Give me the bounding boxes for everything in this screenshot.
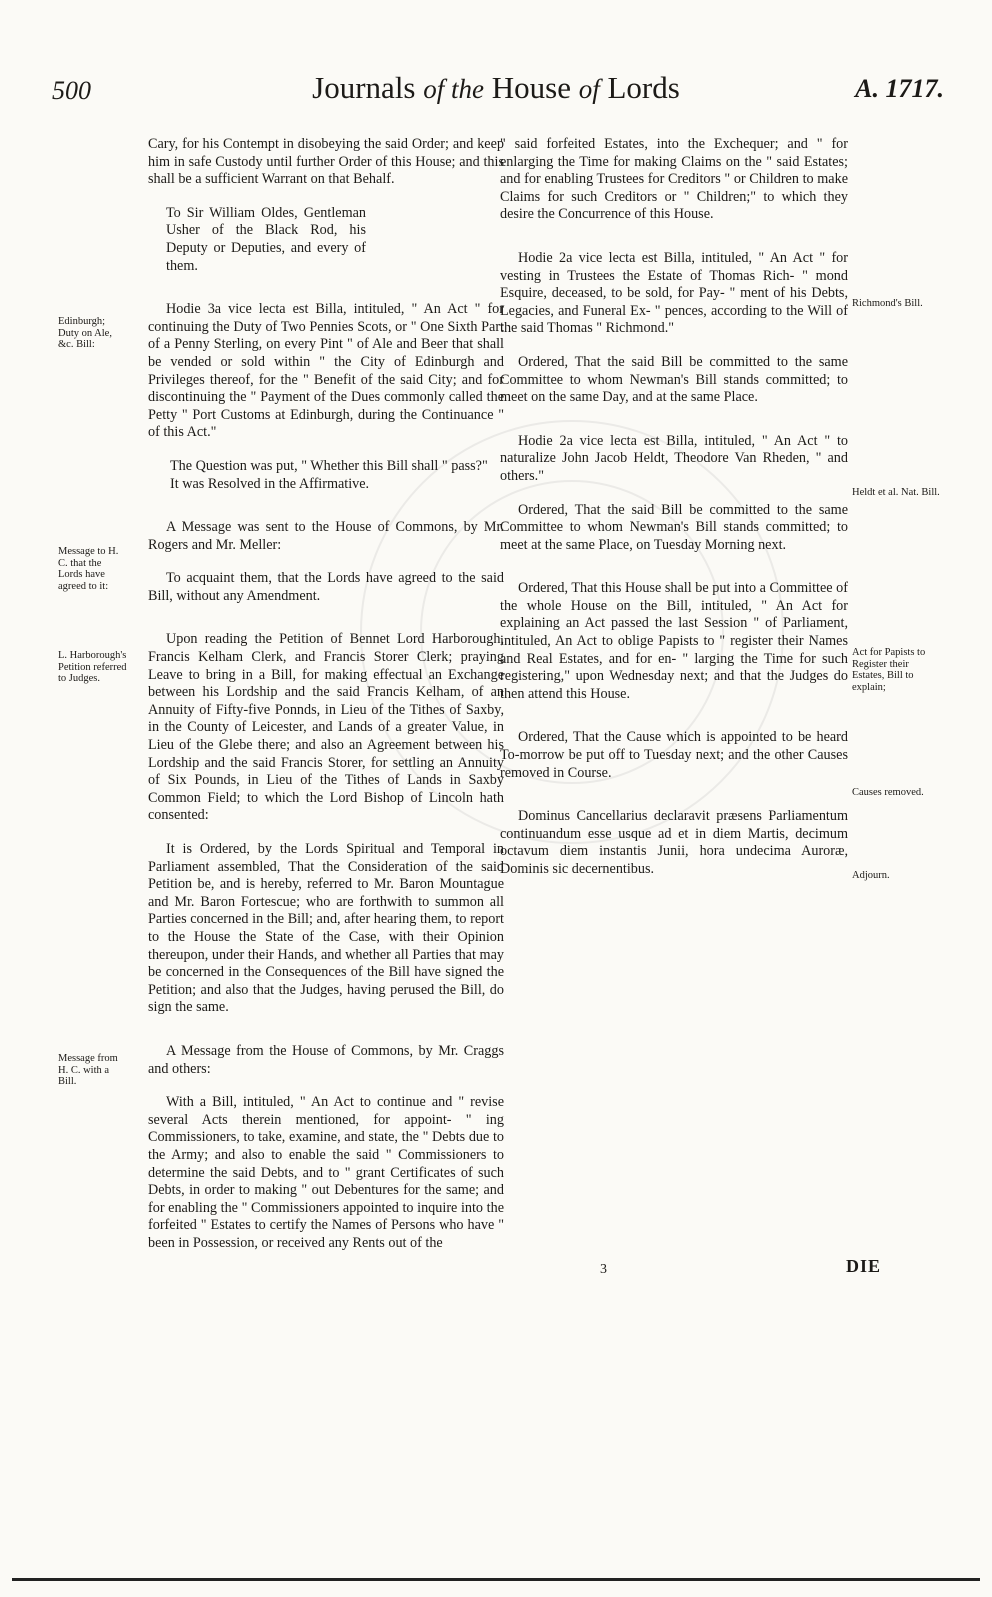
- catchword: DIE: [846, 1256, 882, 1276]
- right-column: [500, 136, 848, 879]
- page-header: [0, 66, 992, 110]
- margin-note: Causes removed.: [852, 787, 924, 798]
- paragraph: It was Resolved in the Affirmative.: [170, 475, 370, 492]
- paragraph: It is Ordered, by the Lords Spiritual and Temporal in Parliament assembled, That the Consideration of the said Petition be, and is hereby, referred to Mr. Baron Mountague and Mr. Baron Fortescue; who are forthwith to summon all Parties concerned in the Bill; and, after hearing them, to report to the House the State of the Case, with their Opinion thereupon, under their Hands, and whether all Parties that may be concerned in the Consequences of the Bill have signed the Petition; and also that the Judges, having perused the Bill, do sign the same.: [148, 841, 504, 1016]
- paragraph: Ordered, That the Cause which is appointed to be heard To-morrow be put off to Tuesday next; and the other Causes removed in Course.: [500, 729, 848, 781]
- paragraph: With a Bill, intituled, " An Act to continue and " revise several Acts therein mentioned, for appoint- " ing Commissioners, to take, examine, and state, the " Debts due to the Army; and also to enable the said " Commissioners to determine the said Debts, and to " grant Certificates of such Debts, in order to making " out Debentures for the same; and for enabling the " Commissioners appointed to inquire into the forfeited " Estates to certify the Names of Persons who have " been in Possession, or received any Rents out of the: [148, 1094, 504, 1251]
- page-number: 500: [52, 76, 91, 105]
- margin-note: Heldt et al. Nat. Bill.: [852, 487, 940, 498]
- paragraph: Ordered, That the said Bill be committed to the same Committee to whom Newman's Bill stands committed; to meet on the same Day, and at the same Place.: [500, 353, 848, 406]
- paragraph: A Message from the House of Commons, by Mr. Craggs and others:: [148, 1042, 504, 1077]
- paragraph: Ordered, That the said Bill be committed to the same Committee to whom Newman's Bill stands committed; to meet at the same Place, on Tuesday Morning next.: [500, 501, 848, 553]
- paragraph: To acquaint them, that the Lords have agreed to the said Bill, without any Amendment.: [148, 570, 504, 604]
- paragraph: The Question was put, " Whether this Bill shall " pass?": [170, 457, 488, 474]
- bottom-rule: [12, 1578, 980, 1581]
- margin-note: Message from H. C. with a Bill.: [58, 1053, 118, 1087]
- margin-note: Message to H. C. that the Lords have agreed to it:: [58, 546, 119, 592]
- margin-note: Edinburgh; Duty on Ale, &c. Bill:: [58, 316, 112, 350]
- margin-note: Adjourn.: [852, 870, 890, 881]
- paragraph: Dominus Cancellarius declaravit præsens Parliamentum continuandum esse usque ad et in diem Martis, decimum octavum diem instantis Junii, hora undecima Auroræ, Dominis sic decernentibus.: [500, 808, 848, 877]
- margin-note: Act for Papists to Register their Estates, Bill to explain;: [852, 647, 926, 693]
- signature-mark: 3: [600, 1262, 607, 1277]
- address: To Sir William Oldes, Gentleman Usher of the Black Rod, his Deputy or Deputies, and every of them.: [166, 204, 366, 274]
- paragraph: Upon reading the Petition of Bennet Lord Harborough, Francis Kelham Clerk, and Francis Storer Clerk; praying Leave to bring in a Bill, for making effectual an Exchange between his Lordship and the said Francis Kelham, of an Annuity of Fifty-five Ponnds, in Lieu of the Tithes of Saxby, in the County of Leicester, and Lands of a greater Value, in Lieu of the Glebe there; and also an Agreement between his Lordship and the said Francis Storer, for settling an Annuity of Six Pounds, in Lieu of the Tithes of Lands in Saxby Common Field; to which the Lord Bishop of Lincoln hath consented:: [148, 631, 504, 824]
- paragraph: Ordered, That this House shall be put into a Committee of the whole House on the Bill, intituled, " An Act for explaining an Act passed the last Session " of Parliament, intituled, An Act to oblige Papists to " register their Names and Real Estates, and for en- " larging the Time for such registering," upon Wednesday next; and that the Judges do then attend this House.: [500, 580, 848, 702]
- margin-note: Richmond's Bill.: [852, 298, 923, 309]
- paragraph: " said forfeited Estates, into the Exchequer; and " for enlarging the Time for making Claims on the " said Estates; and for enabling Trustees for Creditors " or Children to make Claims for such Creditors or " Children;" to which they desire the Concurrence of this House.: [500, 136, 848, 223]
- paragraph: Hodie 3a vice lecta est Billa, intituled, " An Act " for continuing the Duty of Two Pennies Scots, or " One Sixth Part of a Penny Sterling, on every Pint " of Ale and Beer that shall be vended or sold within " the City of Edinburgh and Privileges thereof, for the " Benefit of the said City; and for discontinuing the " Payment of the Dues commonly called the Petty " Port Customs at Edinburgh, during the Continuance " of this Act.": [148, 301, 504, 441]
- paragraph: Hodie 2a vice lecta est Billa, intituled, " An Act " for vesting in Trustees the Estate of Thomas Rich- " mond Esquire, deceased, to be sold, for Pay- " ment of his Debts, Legacies, and Funeral Ex- " pences, according to the Will of the said Thomas " Richmond.": [500, 249, 848, 337]
- paragraph: Cary, for his Contempt in disobeying the said Order; and keep him in safe Custody until further Order of this House; and this shall be a sufficient Warrant on that Behalf.: [148, 136, 504, 188]
- left-column: [148, 136, 504, 1252]
- paragraph: A Message was sent to the House of Commons, by Mr. Rogers and Mr. Meller:: [148, 519, 504, 553]
- paragraph: Hodie 2a vice lecta est Billa, intituled, " An Act " to naturalize John Jacob Heldt, Theodore Van Rheden, " and others.": [500, 432, 848, 484]
- running-title: Journals of the House of Lords: [312, 70, 680, 105]
- margin-note: L. Harborough's Petition referred to Judges.: [58, 650, 127, 684]
- year: A. 1717.: [855, 74, 944, 103]
